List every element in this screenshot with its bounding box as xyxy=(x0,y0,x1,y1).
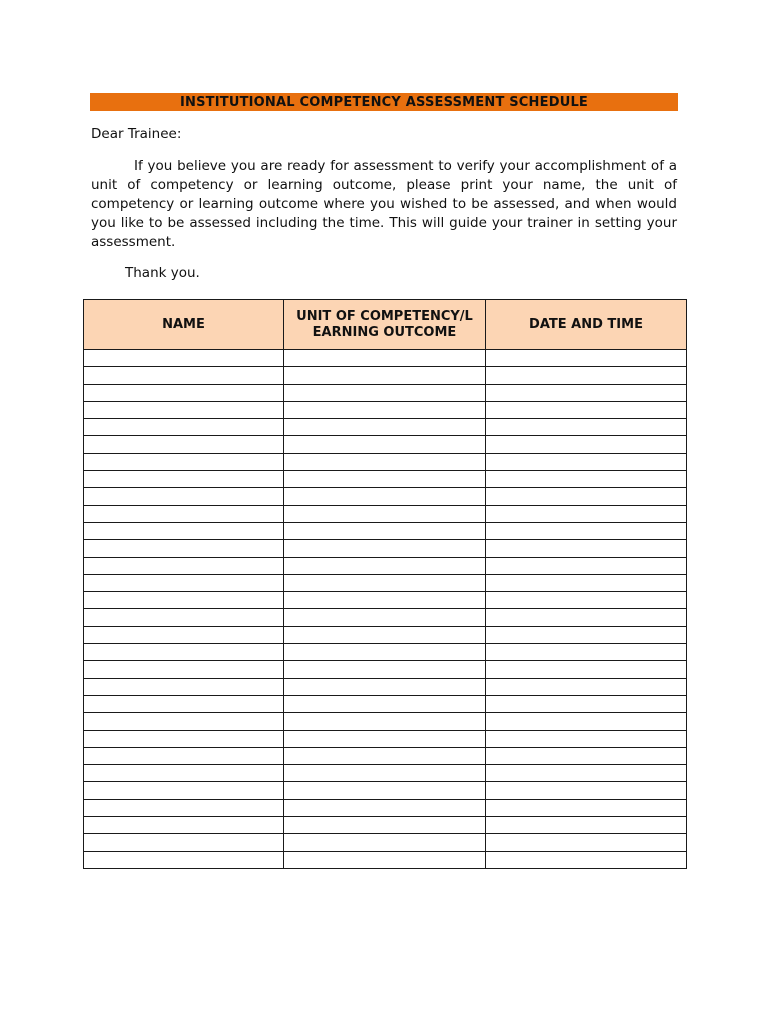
name-cell[interactable] xyxy=(84,644,284,661)
table-row xyxy=(84,505,687,522)
unit-of-competency-cell[interactable] xyxy=(284,453,486,470)
date-and-time-cell[interactable] xyxy=(486,350,687,367)
date-and-time-cell[interactable] xyxy=(486,817,687,834)
table-row xyxy=(84,834,687,851)
unit-of-competency-cell[interactable] xyxy=(284,401,486,418)
date-and-time-cell[interactable] xyxy=(486,419,687,436)
date-and-time-cell[interactable] xyxy=(486,540,687,557)
table-row xyxy=(84,730,687,747)
date-and-time-cell[interactable] xyxy=(486,557,687,574)
unit-of-competency-cell[interactable] xyxy=(284,834,486,851)
date-and-time-cell[interactable] xyxy=(486,574,687,591)
table-row xyxy=(84,350,687,367)
unit-of-competency-cell[interactable] xyxy=(284,574,486,591)
date-and-time-cell[interactable] xyxy=(486,695,687,712)
table-row xyxy=(84,557,687,574)
date-and-time-cell[interactable] xyxy=(486,799,687,816)
date-and-time-cell[interactable] xyxy=(486,609,687,626)
name-cell[interactable] xyxy=(84,730,284,747)
table-row xyxy=(84,661,687,678)
name-cell[interactable] xyxy=(84,505,284,522)
table-row xyxy=(84,522,687,539)
header-date-and-time: DATE AND TIME xyxy=(486,300,687,350)
name-cell[interactable] xyxy=(84,350,284,367)
name-cell[interactable] xyxy=(84,367,284,384)
table-row xyxy=(84,592,687,609)
table-row xyxy=(84,488,687,505)
date-and-time-cell[interactable] xyxy=(486,436,687,453)
unit-of-competency-cell[interactable] xyxy=(284,661,486,678)
date-and-time-cell[interactable] xyxy=(486,834,687,851)
table-row xyxy=(84,401,687,418)
date-and-time-cell[interactable] xyxy=(486,522,687,539)
table-row xyxy=(84,609,687,626)
name-cell[interactable] xyxy=(84,522,284,539)
name-cell[interactable] xyxy=(84,488,284,505)
table-row xyxy=(84,644,687,661)
name-cell[interactable] xyxy=(84,609,284,626)
unit-of-competency-cell[interactable] xyxy=(284,557,486,574)
date-and-time-cell[interactable] xyxy=(486,678,687,695)
date-and-time-cell[interactable] xyxy=(486,713,687,730)
unit-of-competency-cell[interactable] xyxy=(284,540,486,557)
instructions-paragraph: If you believe you are ready for assessment to verify your accomplishment of a unit of competency or learning outcome, please print your name, the unit of competency or learning outcome where you wished to be assessed, and when would you like to be assessed including the time. This will guide your trainer in setting your assessment. xyxy=(91,158,677,250)
date-and-time-cell[interactable] xyxy=(486,471,687,488)
name-cell[interactable] xyxy=(84,765,284,782)
name-cell[interactable] xyxy=(84,592,284,609)
name-cell[interactable] xyxy=(84,436,284,453)
date-and-time-cell[interactable] xyxy=(486,453,687,470)
name-cell[interactable] xyxy=(84,453,284,470)
name-cell[interactable] xyxy=(84,471,284,488)
date-and-time-cell[interactable] xyxy=(486,851,687,868)
unit-of-competency-cell[interactable] xyxy=(284,505,486,522)
unit-of-competency-cell[interactable] xyxy=(284,817,486,834)
table-row xyxy=(84,540,687,557)
table-row xyxy=(84,817,687,834)
unit-of-competency-cell[interactable] xyxy=(284,851,486,868)
table-row xyxy=(84,574,687,591)
name-cell[interactable] xyxy=(84,626,284,643)
name-cell[interactable] xyxy=(84,782,284,799)
name-cell[interactable] xyxy=(84,747,284,764)
document-title: INSTITUTIONAL COMPETENCY ASSESSMENT SCHEDULE xyxy=(90,93,678,111)
name-cell[interactable] xyxy=(84,557,284,574)
salutation: Dear Trainee: xyxy=(91,126,182,142)
date-and-time-cell[interactable] xyxy=(486,384,687,401)
closing-line: Thank you. xyxy=(125,265,200,281)
table-row xyxy=(84,695,687,712)
table-header-row xyxy=(84,300,687,350)
name-cell[interactable] xyxy=(84,695,284,712)
name-cell[interactable] xyxy=(84,817,284,834)
table-row xyxy=(84,384,687,401)
table-row xyxy=(84,626,687,643)
table-row xyxy=(84,419,687,436)
table-row xyxy=(84,713,687,730)
table-row xyxy=(84,471,687,488)
name-cell[interactable] xyxy=(84,401,284,418)
name-cell[interactable] xyxy=(84,834,284,851)
table-row xyxy=(84,453,687,470)
unit-of-competency-cell[interactable] xyxy=(284,488,486,505)
unit-of-competency-cell[interactable] xyxy=(284,522,486,539)
date-and-time-cell[interactable] xyxy=(486,661,687,678)
header-unit-of-competency: UNIT OF COMPETENCY/LEARNING OUTCOME xyxy=(284,300,486,350)
table-row xyxy=(84,782,687,799)
assessment-schedule-table xyxy=(83,299,687,869)
date-and-time-cell[interactable] xyxy=(486,367,687,384)
table-row xyxy=(84,367,687,384)
unit-of-competency-cell[interactable] xyxy=(284,747,486,764)
unit-of-competency-cell[interactable] xyxy=(284,384,486,401)
date-and-time-cell[interactable] xyxy=(486,765,687,782)
unit-of-competency-cell[interactable] xyxy=(284,609,486,626)
date-and-time-cell[interactable] xyxy=(486,747,687,764)
unit-of-competency-cell[interactable] xyxy=(284,765,486,782)
name-cell[interactable] xyxy=(84,713,284,730)
date-and-time-cell[interactable] xyxy=(486,730,687,747)
name-cell[interactable] xyxy=(84,851,284,868)
date-and-time-cell[interactable] xyxy=(486,592,687,609)
name-cell[interactable] xyxy=(84,384,284,401)
name-cell[interactable] xyxy=(84,678,284,695)
unit-of-competency-cell[interactable] xyxy=(284,644,486,661)
unit-of-competency-cell[interactable] xyxy=(284,350,486,367)
date-and-time-cell[interactable] xyxy=(486,626,687,643)
table-row xyxy=(84,799,687,816)
table-row xyxy=(84,851,687,868)
unit-of-competency-cell[interactable] xyxy=(284,419,486,436)
unit-of-competency-cell[interactable] xyxy=(284,471,486,488)
unit-of-competency-cell[interactable] xyxy=(284,799,486,816)
name-cell[interactable] xyxy=(84,574,284,591)
unit-of-competency-cell[interactable] xyxy=(284,436,486,453)
unit-of-competency-cell[interactable] xyxy=(284,626,486,643)
name-cell[interactable] xyxy=(84,540,284,557)
unit-of-competency-cell[interactable] xyxy=(284,695,486,712)
date-and-time-cell[interactable] xyxy=(486,488,687,505)
unit-of-competency-cell[interactable] xyxy=(284,730,486,747)
name-cell[interactable] xyxy=(84,419,284,436)
table-row xyxy=(84,436,687,453)
table-row xyxy=(84,765,687,782)
date-and-time-cell[interactable] xyxy=(486,401,687,418)
unit-of-competency-cell[interactable] xyxy=(284,367,486,384)
unit-of-competency-cell[interactable] xyxy=(284,678,486,695)
date-and-time-cell[interactable] xyxy=(486,782,687,799)
name-cell[interactable] xyxy=(84,661,284,678)
date-and-time-cell[interactable] xyxy=(486,644,687,661)
date-and-time-cell[interactable] xyxy=(486,505,687,522)
unit-of-competency-cell[interactable] xyxy=(284,592,486,609)
table-row xyxy=(84,747,687,764)
unit-of-competency-cell[interactable] xyxy=(284,713,486,730)
unit-of-competency-cell[interactable] xyxy=(284,782,486,799)
table-row xyxy=(84,678,687,695)
name-cell[interactable] xyxy=(84,799,284,816)
header-name: NAME xyxy=(84,300,284,350)
table-body xyxy=(84,350,687,869)
